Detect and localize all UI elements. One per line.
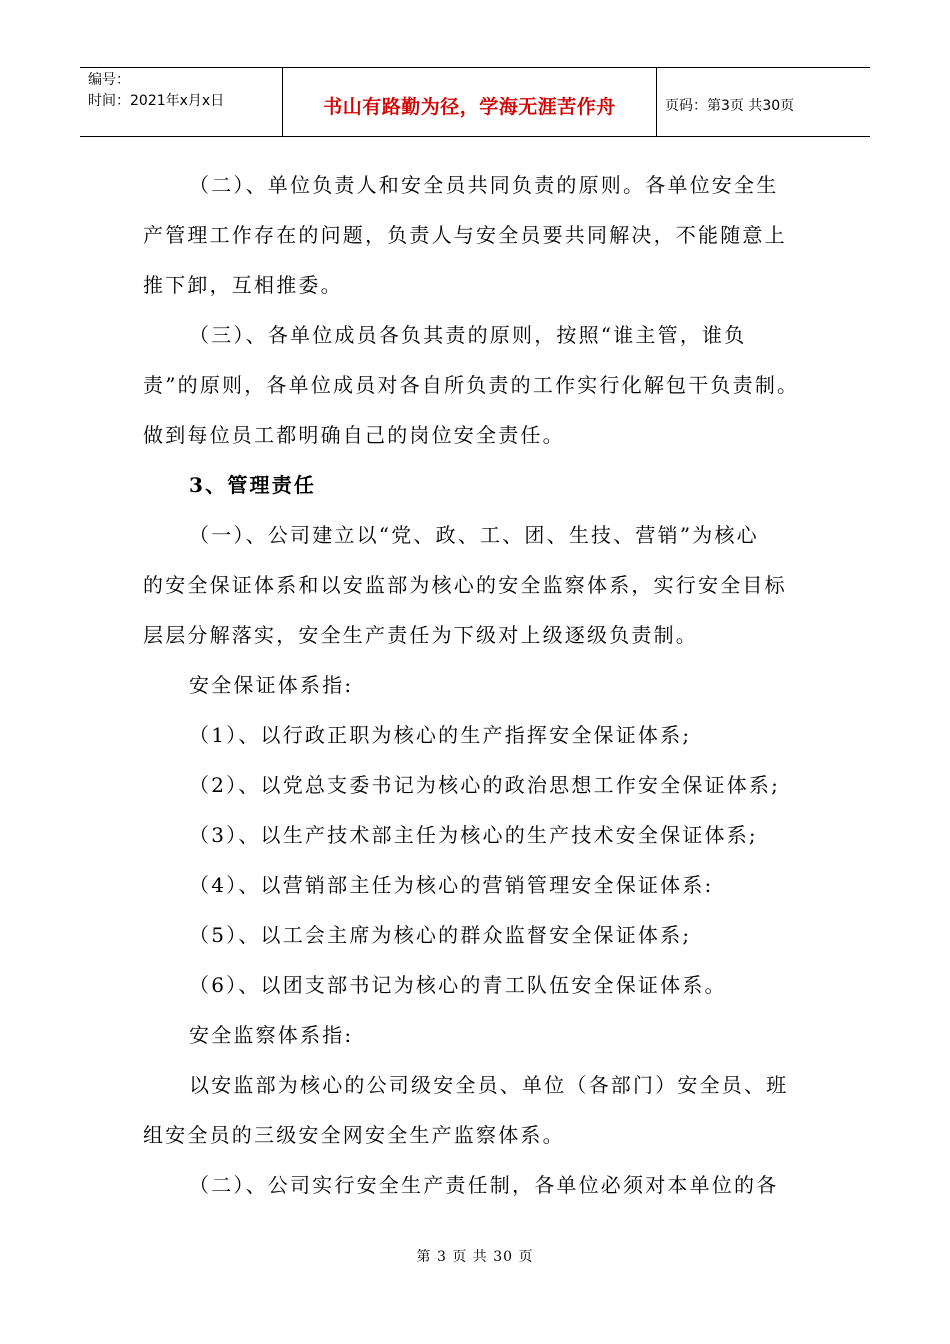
text-line: 安全保证体系指: — [189, 673, 354, 697]
text-line: （2）、以党总支委书记为核心的政治思想工作安全保证体系; — [189, 773, 781, 797]
text-line: 推下卸，互相推委。 — [143, 273, 343, 297]
text-line: （一）、公司建立以“党、政、工、团、生技、营销”为核心 — [189, 523, 759, 547]
text-line: （3）、以生产技术部主任为核心的生产技术安全保证体系; — [189, 823, 758, 847]
text-line: （二）、单位负责人和安全员共同负责的原则。各单位安全生 — [189, 173, 779, 197]
text-line: （二）、公司实行安全生产责任制，各单位必须对本单位的各 — [189, 1173, 779, 1197]
header-motto: 书山有路勤为径，学海无涯苦作舟 — [283, 68, 657, 136]
text-line: 产管理工作存在的问题，负责人与安全员要共同解决，不能随意上 — [143, 223, 787, 247]
text-line: （4）、以营销部主任为核心的营销管理安全保证体系: — [189, 873, 714, 897]
number-label: 编号： — [88, 72, 130, 88]
page-footer: 第 3 页 共 30 页 — [416, 1249, 534, 1265]
date-label: 时间：2021年x月x日 — [88, 93, 225, 109]
text-line: 层层分解落实，安全生产责任为下级对上级逐级负责制。 — [143, 623, 698, 647]
page-header — [80, 67, 870, 137]
section-heading: 3、管理责任 — [189, 473, 317, 497]
text-line: 组安全员的三级安全网安全生产监察体系。 — [143, 1123, 565, 1147]
text-line: （1）、以行政正职为核心的生产指挥安全保证体系; — [189, 723, 692, 747]
text-line: 做到每位员工都明确自己的岗位安全责任。 — [143, 423, 565, 447]
document-body — [143, 160, 813, 1210]
text-line: 安全监察体系指: — [189, 1023, 354, 1047]
text-line: （三）、各单位成员各负其责的原则，按照“谁主管，谁负 — [189, 323, 747, 347]
text-line: 以安监部为核心的公司级安全员、单位（各部门）安全员、班 — [189, 1073, 789, 1097]
text-line: 责”的原则，各单位成员对各自所负责的工作实行化解包干负责制。 — [143, 373, 800, 397]
header-page-info: 页码：第3页 共30页 — [665, 98, 795, 114]
text-line: 的安全保证体系和以安监部为核心的安全监察体系，实行安全目标 — [143, 573, 787, 597]
text-line: （6）、以团支部书记为核心的青工队伍安全保证体系。 — [189, 973, 727, 997]
header-meta — [80, 68, 283, 136]
text-line: （5）、以工会主席为核心的群众监督安全保证体系; — [189, 923, 692, 947]
